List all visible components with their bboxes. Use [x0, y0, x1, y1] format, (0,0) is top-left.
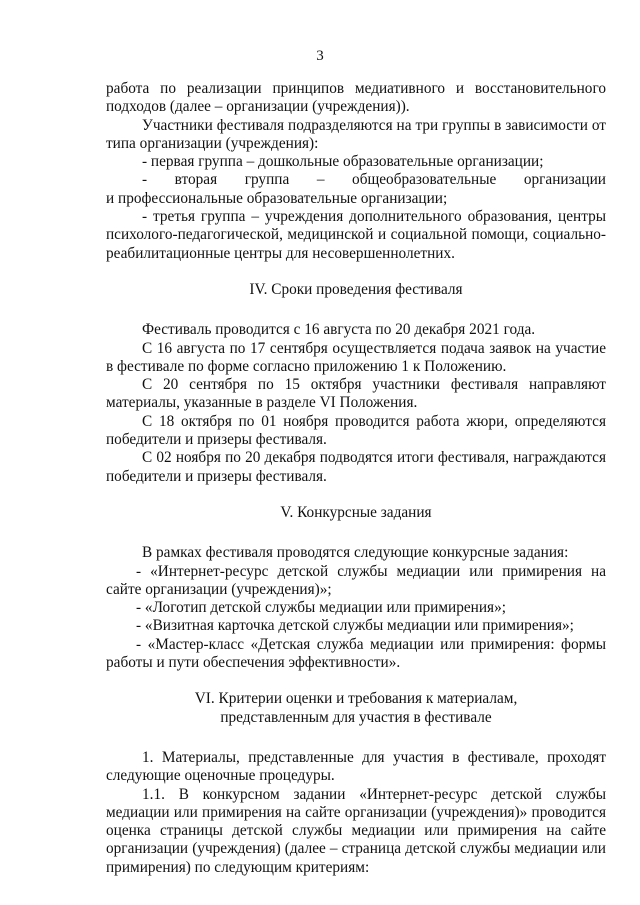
group-1-item: - первая группа – дошкольные образовательные организации;: [142, 153, 544, 171]
section-5-item-4: - «Мастер-класс «Детская служба медиации или примирения: формы работы и пути обеспечения эффективности».: [106, 635, 606, 672]
section-5-item-1: - «Интернет-ресурс детской службы медиации или примирения на сайте организации (учреждения)»;: [106, 562, 606, 598]
page-number: 3: [316, 48, 324, 64]
section-4-paragraph-3: С 20 сентября по 15 октября участники фестиваля направляют материалы, указанные в разделе VI Положения.: [106, 376, 606, 412]
section-4-title: IV. Сроки проведения фестиваля: [249, 280, 463, 298]
section-5-item-3: - «Визитная карточка детской службы медиации или примирения»;: [136, 617, 574, 635]
section-6-paragraph-2: 1.1. В конкурсном задании «Интернет-ресурс детской службы медиации или примирения на сайте организации (учреждения)» проводится оценка страницы детской службы медиации или примирения на сайте организации (учреждения) (далее – страница детской службы медиации или примирения) по следующим критериям:: [106, 785, 606, 876]
section-4-paragraph-4: С 18 октября по 01 ноября проводится работа жюри, определяются победители и призеры фестиваля.: [106, 412, 606, 449]
group-2-item: - вторая группа – общеобразовательные организации: [142, 171, 606, 189]
group-3-item: - третья группа – учреждения дополнительного образования, центры психолого-педагогической, медицинской и социальной помощи, социально-реабилитационные центры для несовершеннолетних.: [106, 208, 606, 262]
document-body: [106, 80, 606, 877]
section-6-paragraph-1: 1. Материалы, представленные для участия в фестивале, проходят следующие оценочные процедуры.: [106, 748, 606, 785]
section-5-item-2: - «Логотип детской службы медиации или примирения»;: [136, 599, 506, 617]
section-5-title: V. Конкурсные задания: [280, 503, 432, 521]
section-6-title-line-2: представленным для участия в фестивале: [220, 708, 492, 726]
groups-intro-paragraph: Участники фестиваля подразделяются на три группы в зависимости от типа организации (учреждения):: [106, 116, 606, 152]
section-5-intro: В рамках фестиваля проводятся следующие конкурсные задания:: [142, 544, 569, 562]
intro-paragraph: работа по реализации принципов медиативного и восстановительного подходов (далее – организации (учреждения)).: [106, 80, 606, 116]
section-4-paragraph-2: С 16 августа по 17 сентября осуществляется подача заявок на участие в фестивале по форме согласно приложению 1 к Положению.: [106, 339, 606, 375]
section-4-paragraph-5: С 02 ноября по 20 декабря подводятся итоги фестиваля, награждаются победители и призеры фестиваля.: [106, 449, 606, 485]
group-2-continuation: и профессиональные образовательные организации;: [106, 189, 448, 207]
section-6-title-line-1: VI. Критерии оценки и требования к материалам,: [194, 690, 518, 708]
section-4-paragraph-1: Фестиваль проводится с 16 августа по 20 декабря 2021 года.: [142, 321, 536, 339]
